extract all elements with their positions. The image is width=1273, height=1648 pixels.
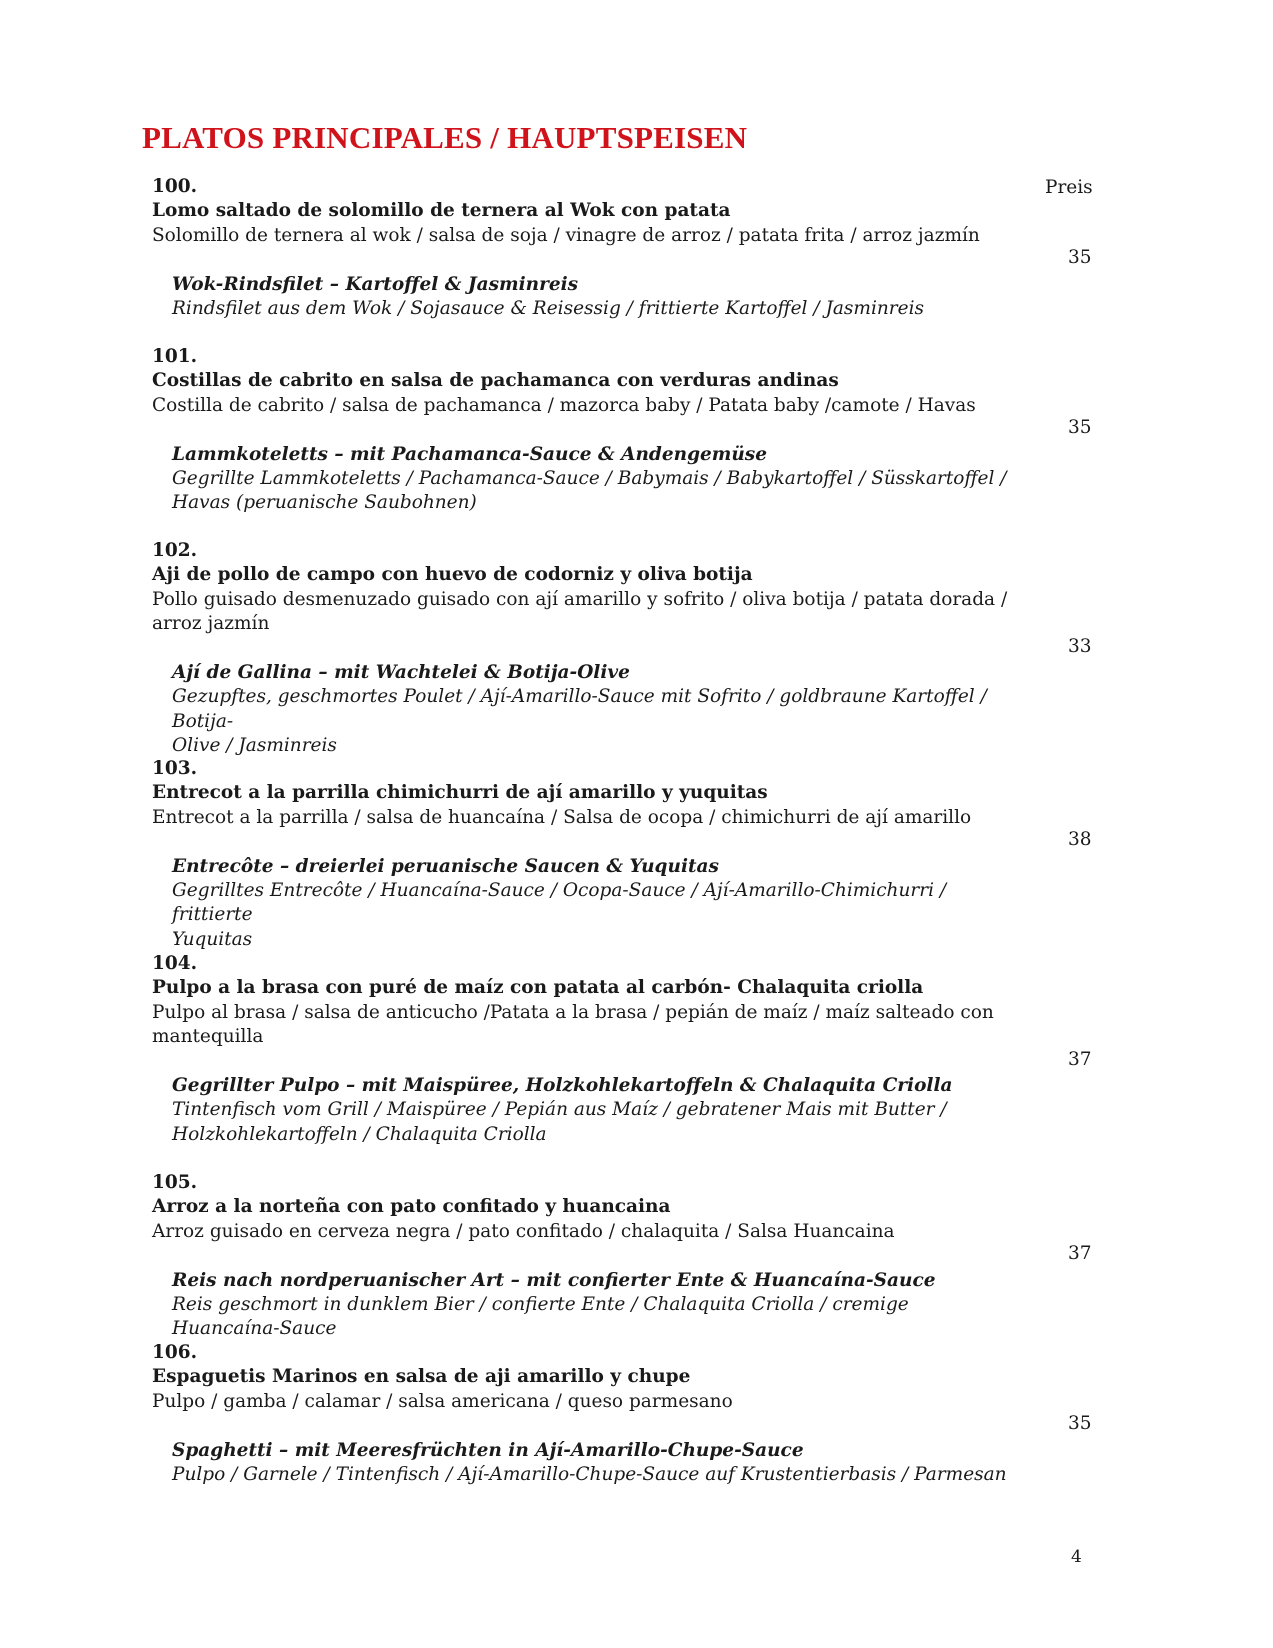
dish-name-es: Costillas de cabrito en salsa de pachamanca con verduras andinas (152, 370, 839, 392)
item-number: 104. (152, 953, 198, 974)
dish-description-es: Entrecot a la parrilla / salsa de huancaína / Salsa de ocopa / chimichurri de ají amarillo (152, 806, 972, 828)
dish-name-de: Reis nach nordperuanischer Art – mit confierter Ente & Huancaína-Sauce (172, 1269, 936, 1291)
page-number: 4 (1071, 1547, 1082, 1567)
item-price: 35 (1068, 1413, 1092, 1434)
dish-description-de: Yuquitas (172, 928, 253, 950)
german-translation (152, 855, 1022, 953)
menu-item (152, 539, 1022, 759)
dish-description-es: mantequilla (152, 1026, 264, 1048)
item-number: 105. (152, 1172, 198, 1193)
dish-description-de: Holzkohlekartoffeln / Chalaquita Criolla (172, 1123, 547, 1145)
dish-description-de: Gegrilltes Entrecôte / Huancaína-Sauce / Ocopa-Sauce / Ají-Amarillo-Chimichurri / frittierte (172, 880, 947, 926)
dish-name-de: Spaghetti – mit Meeresfrüchten in Ají-Amarillo-Chupe-Sauce (172, 1439, 804, 1461)
dish-name-de: Wok-Rindsfilet – Kartoffel & Jasminreis (172, 273, 579, 295)
item-number: 102. (152, 540, 198, 561)
item-price: 35 (1068, 417, 1092, 438)
dish-description-es: Pulpo al brasa / salsa de anticucho /Patata a la brasa / pepián de maíz / maíz salteado con (152, 1001, 994, 1023)
dish-name-de: Entrecôte – dreierlei peruanische Saucen & Yuquitas (172, 855, 719, 877)
dish-description-de: Havas (peruanische Saubohnen) (172, 492, 477, 514)
dish-description-es: Solomillo de ternera al wok / salsa de soja / vinagre de arroz / patata frita / arroz jazmín (152, 224, 980, 246)
item-price: 37 (1068, 1243, 1092, 1264)
menu-item (152, 175, 1022, 321)
dish-description-es: Pollo guisado desmenuzado guisado con ají amarillo y sofrito / oliva botija / patata dorada / (152, 588, 1008, 610)
dish-description-de: Gezupftes, geschmortes Poulet / Ají-Amarillo-Sauce mit Sofrito / goldbraune Kartoffel / Botija- (172, 686, 987, 732)
item-number: 103. (152, 758, 198, 779)
dish-description-es: Arroz guisado en cerveza negra / pato confitado / chalaquita / Salsa Huancaina (152, 1220, 895, 1242)
dish-name-es: Espaguetis Marinos en salsa de aji amarillo y chupe (152, 1366, 691, 1388)
german-translation (152, 661, 1022, 759)
dish-name-es: Lomo saltado de solomillo de ternera al Wok con patata (152, 200, 731, 222)
page-title: PLATOS PRINCIPALES / HAUPTSPEISEN (142, 120, 748, 155)
menu-item (152, 1171, 1022, 1342)
item-price: 33 (1068, 636, 1092, 657)
dish-name-es: Pulpo a la brasa con puré de maíz con patata al carbón- Chalaquita criolla (152, 977, 924, 999)
dish-name-es: Arroz a la norteña con pato confitado y huancaina (152, 1196, 671, 1218)
menu-item (152, 952, 1022, 1147)
dish-description-de: Pulpo / Garnele / Tintenfisch / Ají-Amarillo-Chupe-Sauce auf Krustentierbasis / Parmesan (172, 1464, 1007, 1486)
item-number: 100. (152, 176, 198, 197)
menu-item (152, 345, 1022, 516)
dish-description-es: Pulpo / gamba / calamar / salsa americana / queso parmesano (152, 1390, 733, 1412)
dish-description-es: Costilla de cabrito / salsa de pachamanca / mazorca baby / Patata baby /camote / Havas (152, 394, 976, 416)
price-column-header: Preis (1045, 177, 1093, 198)
dish-description-de: Tintenfisch vom Grill / Maispüree / Pepián aus Maíz / gebratener Mais mit Butter / (172, 1099, 947, 1121)
german-translation (152, 273, 1022, 322)
german-translation (152, 1439, 1022, 1488)
dish-name-de: Lammkoteletts – mit Pachamanca-Sauce & Andengemüse (172, 443, 767, 465)
item-price: 35 (1068, 247, 1092, 268)
dish-name-es: Aji de pollo de campo con huevo de codorniz y oliva botija (152, 564, 753, 586)
german-translation (152, 443, 1022, 516)
item-price: 38 (1068, 829, 1092, 850)
dish-description-es: arroz jazmín (152, 613, 270, 635)
german-translation (152, 1269, 1022, 1342)
dish-name-de: Gegrillter Pulpo – mit Maispüree, Holzkohlekartoffeln & Chalaquita Criolla (172, 1075, 953, 1097)
item-number: 101. (152, 346, 198, 367)
menu-item (152, 1341, 1022, 1487)
dish-name-es: Entrecot a la parrilla chimichurri de ají amarillo y yuquitas (152, 782, 768, 804)
dish-description-de: Olive / Jasminreis (172, 735, 337, 757)
dish-description-de: Gegrillte Lammkoteletts / Pachamanca-Sauce / Babymais / Babykartoffel / Süsskartoffel / (172, 468, 1007, 490)
item-number: 106. (152, 1342, 198, 1363)
item-price: 37 (1068, 1049, 1092, 1070)
menu-item (152, 757, 1022, 952)
dish-name-de: Ají de Gallina – mit Wachtelei & Botija-Olive (172, 662, 630, 684)
german-translation (152, 1074, 1022, 1147)
dish-description-de: Reis geschmort in dunklem Bier / confierte Ente / Chalaquita Criolla / cremige Huancaína-Sauce (172, 1294, 909, 1340)
dish-description-de: Rindsfilet aus dem Wok / Sojasauce & Reisessig / frittierte Kartoffel / Jasminreis (172, 298, 924, 320)
